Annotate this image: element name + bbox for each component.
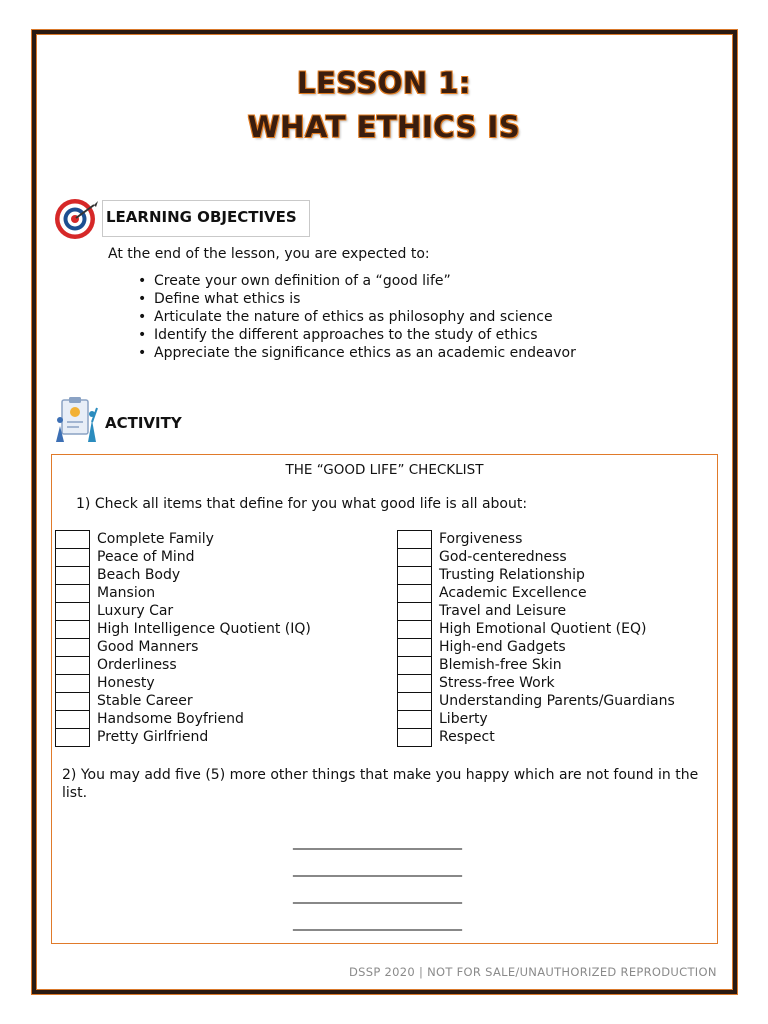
target-icon [50, 196, 100, 242]
checklist-item-label: Understanding Parents/Guardians [439, 693, 675, 709]
objective-item: • Appreciate the significance ethics as an academic endeavor [138, 345, 576, 361]
checkbox[interactable] [55, 602, 90, 621]
checklist-item-label: Blemish-free Skin [439, 657, 562, 673]
checklist-title: THE “GOOD LIFE” CHECKLIST [285, 462, 484, 478]
checkbox[interactable] [55, 674, 90, 693]
answer-blank-line[interactable]: ____________________________ [293, 915, 461, 931]
objective-item: • Define what ethics is [138, 291, 301, 307]
activity-clipboard-icon [52, 392, 100, 446]
objectives-heading: LEARNING OBJECTIVES [106, 208, 297, 226]
objectives-list [138, 272, 576, 362]
checklist-item-label: Complete Family [97, 531, 214, 547]
checkbox[interactable] [397, 566, 432, 585]
checklist-item-label: God-centeredness [439, 549, 567, 565]
checkbox[interactable] [55, 638, 90, 657]
checklist-item-label: Pretty Girlfriend [97, 729, 209, 745]
checklist-item-label: Mansion [97, 585, 156, 601]
checkbox[interactable] [397, 710, 432, 729]
checklist-item-label: Honesty [97, 675, 155, 691]
checkbox[interactable] [397, 728, 432, 747]
checklist-item-label: Stable Career [97, 693, 193, 709]
objective-item: • Identify the different approaches to the study of ethics [138, 327, 538, 343]
footer-notice: DSSP 2020 | NOT FOR SALE/UNAUTHORIZED REPRODUCTION [349, 965, 717, 979]
checkbox[interactable] [55, 548, 90, 567]
checkbox[interactable] [397, 692, 432, 711]
answer-blank-line[interactable]: ____________________________ [293, 888, 461, 904]
checklist-item-label: High-end Gadgets [439, 639, 566, 655]
checkbox[interactable] [55, 710, 90, 729]
lesson-title: WHAT ETHICS IS [247, 110, 521, 144]
answer-blank-line[interactable]: ____________________________ [293, 861, 461, 877]
checkbox[interactable] [397, 620, 432, 639]
checklist-item-label: Peace of Mind [97, 549, 195, 565]
checklist-item-label: Luxury Car [97, 603, 174, 619]
checkbox[interactable] [397, 674, 432, 693]
activity-heading: ACTIVITY [105, 414, 182, 432]
checklist-item-label: Liberty [439, 711, 488, 727]
checklist-item-label: Forgiveness [439, 531, 523, 547]
question-1: 1) Check all items that define for you what good life is all about: [76, 496, 528, 512]
activity-header [52, 392, 192, 446]
objectives-intro: At the end of the lesson, you are expected to: [108, 246, 430, 262]
checklist-item-label: Academic Excellence [439, 585, 587, 601]
checklist-item-label: Orderliness [97, 657, 177, 673]
checkbox[interactable] [55, 728, 90, 747]
learning-objectives-header [50, 196, 310, 242]
checkbox[interactable] [397, 656, 432, 675]
checklist-item-label: Stress-free Work [439, 675, 555, 691]
answer-blanks [293, 833, 461, 941]
checklist-item-label: Handsome Boyfriend [97, 711, 244, 727]
checkbox[interactable] [55, 656, 90, 675]
checkbox[interactable] [55, 692, 90, 711]
checklist-item-label: Travel and Leisure [439, 603, 567, 619]
objective-item: • Create your own definition of a “good life” [138, 273, 451, 289]
checkbox[interactable] [397, 602, 432, 621]
checkbox[interactable] [397, 548, 432, 567]
checklist-item-label: Beach Body [97, 567, 181, 583]
checkbox[interactable] [397, 530, 432, 549]
checkbox[interactable] [55, 566, 90, 585]
checkbox[interactable] [55, 530, 90, 549]
checklist-item-label: Good Manners [97, 639, 199, 655]
activity-box [51, 454, 718, 944]
checkbox[interactable] [55, 620, 90, 639]
checkbox[interactable] [397, 638, 432, 657]
checklist-item-label: High Intelligence Quotient (IQ) [97, 621, 311, 637]
checkbox[interactable] [55, 584, 90, 603]
question-2: 2) You may add five (5) more other things that make you happy which are not found in the list. [62, 767, 699, 801]
checklist-item-label: Trusting Relationship [439, 567, 585, 583]
checklist-item-label: High Emotional Quotient (EQ) [439, 621, 647, 637]
answer-blank-line[interactable]: ____________________________ [293, 834, 461, 850]
lesson-number-title: LESSON 1: [296, 66, 472, 100]
objective-item: • Articulate the nature of ethics as philosophy and science [138, 309, 553, 325]
checklist-item-label: Respect [439, 729, 495, 745]
checkbox[interactable] [397, 584, 432, 603]
